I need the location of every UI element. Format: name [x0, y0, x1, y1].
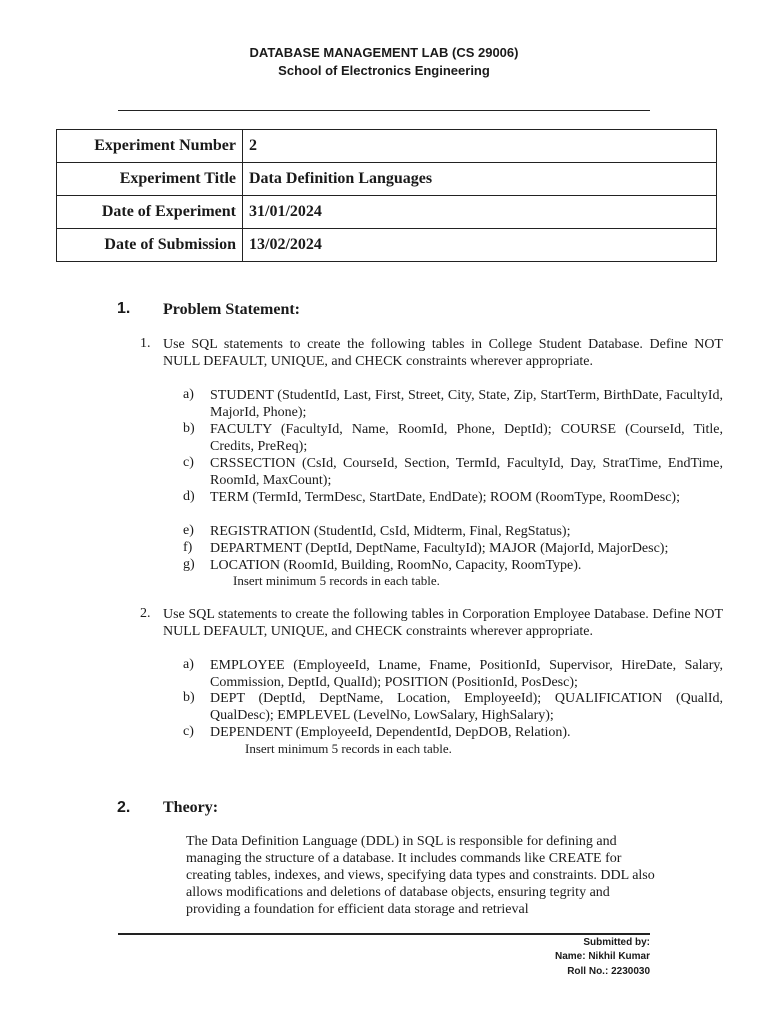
- submission-date-label: Date of Submission: [57, 229, 243, 262]
- theory-section-title: Theory:: [163, 799, 219, 816]
- header-rule: [118, 110, 650, 111]
- list-item: REGISTRATION (StudentId, CsId, Midterm, Final, RegStatus);: [210, 524, 571, 539]
- submitted-by-label: Submitted by:: [583, 937, 650, 948]
- experiment-title-value: Data Definition Languages: [243, 163, 717, 196]
- list-item: DEPENDENT (EmployeeId, DependentId, DepDOB, Relation).: [210, 725, 571, 740]
- submitter-name: Name: Nikhil Kumar: [554, 951, 650, 962]
- list-item: DEPARTMENT (DeptId, DeptName, FacultyId); MAJOR (MajorId, MajorDesc);: [210, 541, 669, 556]
- experiment-title-label: Experiment Title: [57, 163, 243, 196]
- question-1-text: Use SQL statements to create the following tables in College Student Database. Define NOT NULL DEFAULT, UNIQUE, and CHECK constraints wherever appropriate.: [163, 337, 723, 369]
- item-label: a): [183, 387, 194, 402]
- school-name: School of Electronics Engineering: [278, 63, 490, 78]
- table-row: [57, 163, 717, 196]
- item-label: a): [183, 657, 194, 672]
- list-item: STUDENT (StudentId, Last, First, Street, City, State, Zip, StartTerm, BirthDate, FacultyId, MajorId, Phone);: [210, 388, 723, 420]
- insert-instruction: Insert minimum 5 records in each table.: [245, 741, 452, 756]
- item-label: c): [183, 455, 194, 470]
- problem-section-title: Problem Statement:: [163, 301, 300, 318]
- table-row: [57, 196, 717, 229]
- theory-line: The Data Definition Language (DDL) in SQL is responsible for defining and: [186, 834, 617, 849]
- item-label: b): [183, 690, 195, 705]
- experiment-date-label: Date of Experiment: [57, 196, 243, 229]
- item-label: c): [183, 724, 194, 739]
- theory-section-number: 2.: [117, 799, 131, 816]
- problem-section-number: 1.: [117, 300, 131, 317]
- list-item: TERM (TermId, TermDesc, StartDate, EndDate); ROOM (RoomType, RoomDesc);: [210, 490, 680, 505]
- list-item: CRSSECTION (CsId, CourseId, Section, TermId, FacultyId, Day, StratTime, EndTime, RoomId, MaxCount);: [210, 456, 723, 488]
- theory-line: managing the structure of a database. It includes commands like CREATE for: [186, 851, 622, 866]
- footer-rule: [118, 933, 650, 935]
- experiment-number-value: 2: [243, 130, 717, 163]
- experiment-date-value: 31/01/2024: [243, 196, 717, 229]
- list-item: DEPT (DeptId, DeptName, Location, EmployeeId); QUALIFICATION (QualId, QualDesc); EMPLEVEL (LevelNo, LowSalary, HighSalary);: [210, 691, 723, 723]
- item-label: f): [183, 540, 193, 555]
- insert-instruction: Insert minimum 5 records in each table.: [233, 573, 440, 588]
- question-2-number: 2.: [140, 606, 151, 621]
- item-label: g): [183, 557, 195, 572]
- experiment-number-label: Experiment Number: [57, 130, 243, 163]
- lab-title: DATABASE MANAGEMENT LAB (CS 29006): [249, 45, 519, 60]
- item-label: d): [183, 489, 195, 504]
- theory-line: creating tables, indexes, and views, specifying data types and constraints. DDL also: [186, 868, 655, 883]
- question-2-text: Use SQL statements to create the following tables in Corporation Employee Database. Define NOT NULL DEFAULT, UNIQUE, and CHECK constraints wherever appropriate.: [163, 607, 723, 639]
- roll-number: Roll No.: 2230030: [567, 966, 650, 977]
- list-item: LOCATION (RoomId, Building, RoomNo, Capacity, RoomType).: [210, 558, 582, 573]
- table-row: [57, 229, 717, 262]
- submission-date-value: 13/02/2024: [243, 229, 717, 262]
- item-label: e): [183, 523, 194, 538]
- experiment-info-table: [56, 129, 717, 262]
- theory-line: allows modifications and deletions of database objects, ensuring tegrity and: [186, 885, 610, 900]
- list-item: EMPLOYEE (EmployeeId, Lname, Fname, PositionId, Supervisor, HireDate, Salary, Commission, DeptId, QualId); POSITION (PositionId, PosDesc);: [210, 658, 723, 690]
- theory-line: providing a foundation for efficient data storage and retrieval: [186, 902, 529, 917]
- item-label: b): [183, 421, 195, 436]
- list-item: FACULTY (FacultyId, Name, RoomId, Phone, DeptId); COURSE (CourseId, Title, Credits, PreReq);: [210, 422, 723, 454]
- question-1-number: 1.: [140, 336, 151, 351]
- table-row: [57, 130, 717, 163]
- theory-paragraph: [186, 833, 726, 918]
